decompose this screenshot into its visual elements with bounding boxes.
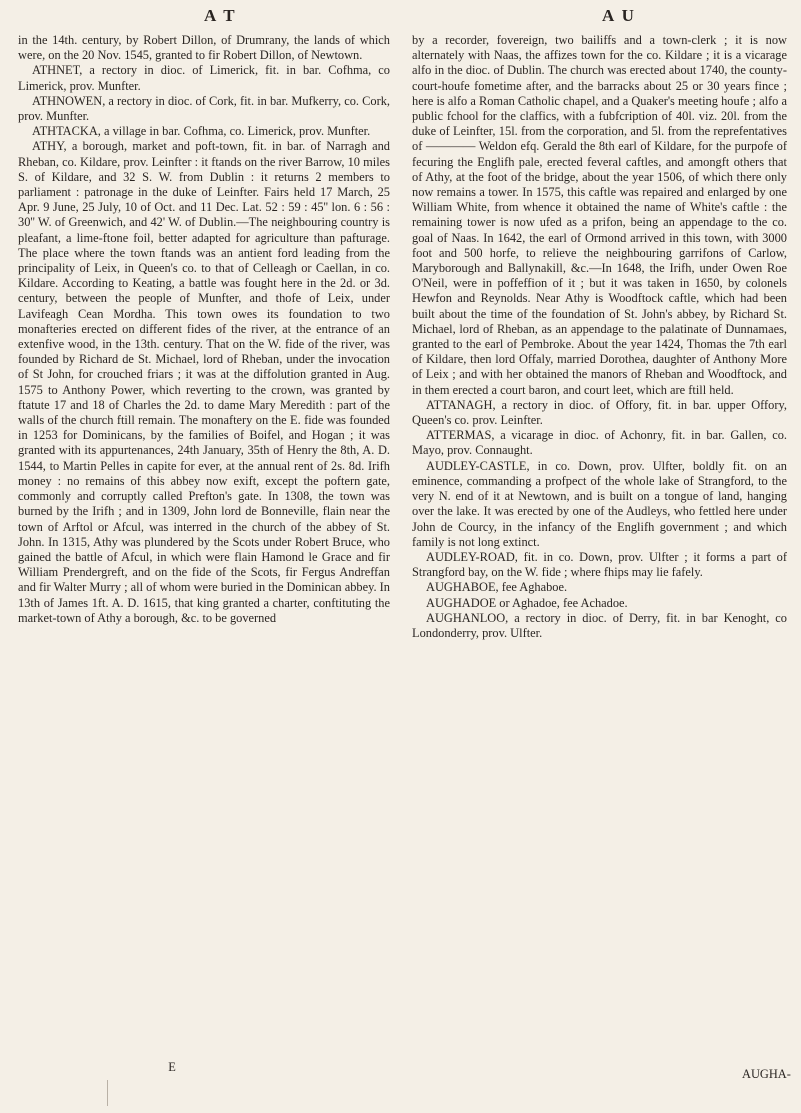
- entry-athnet: ATHNET, a rectory in dioc. of Limerick, fit. in bar. Cofhma, co Limerick, prov. Munfter.: [18, 63, 390, 93]
- left-column: [18, 33, 390, 626]
- page-fold-mark: [107, 1080, 108, 1106]
- entry-aughadoe: AUGHADOE or Aghadoe, fee Achadoe.: [426, 595, 628, 610]
- header-left: A T: [204, 6, 237, 25]
- entry-attermas: ATTERMAS, a vicarage in dioc. of Achonry, fit. in bar. Gallen, co. Mayo, prov. Connaught.: [412, 428, 787, 458]
- entry-athy: ATHY, a borough, market and poft-town, fit. in bar. of Narragh and Rheban, co. Kildare, prov. Leinfter : it ftands on the river Barrow, 10 miles S. of Kildare, and 32 S. W. from Dublin : it returns 2 members to parliament : patronage in the duke of Leinfter. Fairs held 17 March, 25 Apr. 9 June, 25 July, 10 of Oct. and 11 Dec. Lat. 52 : 59 : 45'' lon. 6 : 56 : 30'' W. of Greenwich, and 42' W. of Dublin.—The neighbouring country is pleafant, a lime-ftone foil, better adapted for agriculture than pafturage. The place where the town ftands was an antient ford leading from the principality of Leix, in Queen's co. to that of Celleagh or Caellan, in co. Kildare. According to Keating, a battle was fought here in the 2d. or 3d. century, between the people of Munfter, and thofe of Leix, under Lavifeagh Cean Mordha. This town owes its foundation to two monafteries erected on different fides of the river, at the entrance of an extenfive wood, in the 13th. century. That on the W. fide of the river, was founded by Richard de St. Michael, lord of Rheban, under the invocation of St John, for crouched friars ; it was at the diffolution granted in Aug. 1575 to Anthony Power, which reverting to the crown, was granted by ftatute 17 and 18 of Charles the 2d. to dame Mary Meredith : part of the walls of the church ftill remain. The monaftery on the E. fide was founded in 1253 for Dominicans, by the families of Boifel, and Hogan ; it was granted with its appurtenances, 24th January, 35th of Henry the 8th, A. D. 1544, to Martin Pelles in capite for ever, at the annual rent of 2s. 8d. Irifh money : no remains of this abbey now exift, except the poftern gate, commonly and corruptly called Prefton's gate. In 1308, the town was burned by the Irifh ; and in 1309, John lord de Bonneville, flain near the town of Arftol or Afcul, was interred in the church of the abbey of St. John. In 1315, Athy was plundered by the Scots under Robert Bruce, who gained the battle of Afcul, in which were flain Hamond le Grace and fir William Prendergreft, and on the fide of the Scots, fir Fergus Andreffan and fir Walter Murry ; all of whom were buried in the Dominican abbey. In 13th of James 1ft. A. D. 1615, that king granted a charter, conftituting the market-town of Athy a borough, &c. to be governed: [18, 139, 390, 625]
- entry-continuation-drumrany: in the 14th. century, by Robert Dillon, of Drumrany, the lands of which were, on the 20 Nov. 1545, granted to fir Robert Dillon, of Newtown.: [18, 33, 390, 63]
- running-header: [0, 6, 801, 30]
- entry-athtacka: ATHTACKA, a village in bar. Cofhma, co. Limerick, prov. Munfter.: [32, 124, 371, 139]
- header-right: A U: [602, 6, 636, 25]
- entry-athy-continued: by a recorder, fovereign, two bailiffs and a town-clerk ; it is now alternately with Naas, the affizes town for the co. Kildare ; it is a vicarage alfo in the dioc. of Dublin. The church was erected about 1740, the county-court-houfe fometime after, and the barracks about 25 or 30 years fince ; here is alfo a Roman Catholic chapel, and a Quaker's meeting houfe ; alfo a public fchool for the claffics, with a fubfcription of 40l. viz. 20l. from the duke of Leinfter, 15l. from the corporation, and 5l. from the reprefentatives of ———— Weldon efq. Gerald the 8th earl of Kildare, for the purpofe of fecuring the Englifh pale, erected feveral caftles, and amongft others that of Athy, at the foot of the bridge, about the year 1506, of which there only now remains a tower. In 1575, this caftle was repaired and enlarged by one William White, from whence it obtained the name of White's caftle : the remaining tower is now ufed as a prifon, being an appendage to the co. goal of Naas. In 1642, the earl of Ormond arrived in this town, with 3000 foot and 500 horfe, to relieve the neighbouring garrifons of Carlow, Maryborough and Ballynakill, &c.—In 1648, the Irifh, under Owen Roe O'Neil, were in poffeffion of it ; but it was taken in 1650, by colonels Hewfon and Reynolds. Near Athy is Woodftock caftle, which had been built about the time of the foundation of St. John's abbey, by Richard St. Michael, lord of Rheban, as an appendage to the palatinate of Dunnamaes, granted to the earl of Pembroke. About the year 1424, Thomas the 7th earl of Kildare, then lord Offaly, married Dorothea, daughter of Anthony More of Leix ; and with her obtained the manors of Rheban and Woodftock, and in them erected a court baron, and court leet, which are ftill held.: [412, 33, 787, 397]
- entry-athnowen: ATHNOWEN, a rectory in dioc. of Cork, fit. in bar. Mufkerry, co. Cork, prov. Munfter.: [18, 93, 390, 124]
- entry-aughanloo: AUGHANLOO, a rectory in dioc. of Derry, fit. in bar Kenoght, co Londonderry, prov. Ulfter.: [412, 610, 787, 640]
- entry-audley-road: AUDLEY-ROAD, fit. in co. Down, prov. Ulfter ; it forms a part of Strangford bay, on the W. fide ; where fhips may lie fafely.: [412, 549, 787, 580]
- entry-audley-castle: AUDLEY-CASTLE, in co. Down, prov. Ulfter, boldly fit. on an eminence, commanding a profpect of the whole lake of Strangford, to the very N. end of it at Newtown, and is built on a tongue of land, hanging over the lake. It was erected by one of the Audleys, who fettled here under John de Courcy, in the infancy of the Englifh government ; and which family is not long extinct.: [412, 458, 787, 549]
- entry-attanagh: ATTANAGH, a rectory in dioc. of Offory, fit. in bar. upper Offory, Queen's co. prov. Leinfter.: [412, 397, 787, 428]
- entry-aughaboe: AUGHABOE, fee Aghaboe.: [426, 580, 568, 595]
- catchword: AUGHA-: [742, 1067, 791, 1081]
- signature-mark: E: [168, 1060, 176, 1074]
- right-column: [412, 33, 787, 641]
